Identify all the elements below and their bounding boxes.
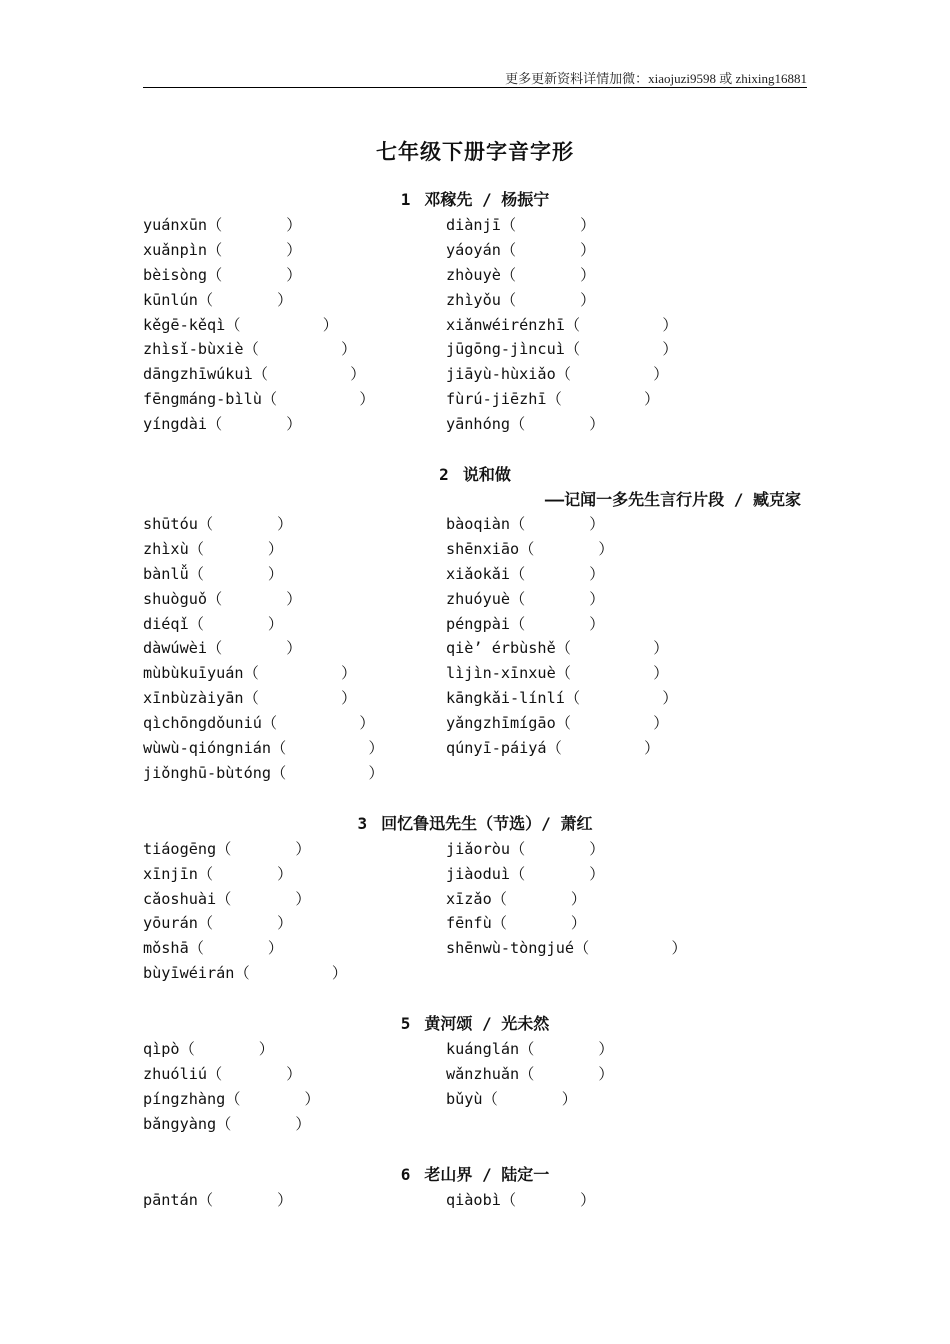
answer-blank: （ ） [555, 365, 669, 384]
answer-blank: （ ） [188, 939, 284, 958]
vocab-row [143, 362, 807, 387]
pinyin-text: mǒshā [143, 939, 189, 958]
pinyin-text: bùyīwéirán [143, 964, 235, 983]
pinyin-text: bǔyù [446, 1089, 483, 1108]
answer-blank: （ ） [216, 1114, 311, 1133]
vocab-item [446, 213, 595, 238]
answer-blank: （ ） [197, 1190, 293, 1209]
vocab-rows [143, 512, 807, 786]
lesson-section [143, 1161, 807, 1213]
vocab-item [446, 1062, 614, 1087]
answer-blank: （ ） [500, 290, 596, 309]
pinyin-text: shuòguǒ [143, 589, 208, 608]
answer-blank: （ ） [519, 1065, 614, 1084]
answer-blank: （ ） [271, 739, 384, 758]
vocab-item [446, 387, 659, 412]
vocab-row [143, 961, 807, 986]
section-subtitle: ——记闻一多先生言行片段 / 臧克家 [544, 490, 801, 510]
pinyin-text: fēngmáng-bìlù [143, 390, 262, 409]
vocab-row [143, 837, 807, 862]
vocab-rows [143, 837, 807, 986]
vocab-row [143, 313, 807, 338]
vocab-row [143, 213, 807, 238]
vocab-row [143, 1112, 807, 1137]
pinyin-text: yānhóng [446, 415, 511, 434]
vocab-row [143, 736, 807, 761]
vocab-item [143, 936, 283, 961]
vocab-row [143, 562, 807, 587]
vocab-item [143, 761, 384, 786]
answer-blank: （ ） [482, 1089, 577, 1108]
vocab-row [143, 1037, 807, 1062]
section-title: 说和做 [462, 465, 511, 485]
pinyin-text: zhìxù [143, 539, 189, 558]
vocab-item [143, 1112, 311, 1137]
answer-blank: （ ） [207, 589, 302, 608]
pinyin-text: zhìyǒu [446, 290, 501, 309]
pinyin-text: jiǒnghū-bùtóng [143, 763, 272, 782]
vocab-item [446, 288, 595, 313]
vocab-item [446, 263, 595, 288]
vocab-item [446, 238, 595, 263]
vocab-row [143, 512, 807, 537]
vocab-item [446, 736, 659, 761]
answer-blank: （ ） [216, 889, 311, 908]
lesson-section [143, 186, 807, 437]
pinyin-text: mùbùkuīyuán [143, 664, 244, 683]
vocab-row [143, 337, 807, 362]
answer-blank: （ ） [500, 265, 596, 284]
pinyin-text: wǎnzhuǎn [446, 1065, 520, 1084]
vocab-item [143, 537, 283, 562]
pinyin-text: yáoyán [446, 240, 501, 259]
vocab-item [446, 636, 668, 661]
vocab-rows [143, 1037, 807, 1137]
pinyin-text: yōurán [143, 914, 198, 933]
section-gap [143, 1137, 807, 1161]
vocab-item [446, 887, 586, 912]
pinyin-text: xiǎnwéirénzhī [446, 315, 565, 334]
answer-blank: （ ） [555, 639, 669, 658]
vocab-item [143, 612, 283, 637]
answer-blank: （ ） [261, 714, 375, 733]
vocab-item [143, 512, 292, 537]
vocab-item [446, 862, 604, 887]
vocab-row [143, 412, 807, 437]
vocab-item [446, 587, 604, 612]
pinyin-text: qiè’ érbùshě [446, 639, 556, 658]
vocab-item [446, 686, 678, 711]
answer-blank: （ ） [207, 1065, 302, 1084]
page-title: 七年级下册字音字形 [376, 140, 574, 164]
pinyin-text: píngzhàng [143, 1089, 226, 1108]
vocab-row [143, 686, 807, 711]
answer-blank: （ ） [564, 315, 678, 334]
pinyin-text: diéqǐ [143, 614, 189, 633]
answer-blank: （ ） [510, 564, 605, 583]
vocab-item [446, 313, 678, 338]
vocab-item [143, 636, 301, 661]
section-heading [143, 461, 807, 488]
vocab-item [143, 887, 311, 912]
section-title: 老山界 / 陆定一 [424, 1164, 550, 1184]
answer-blank: （ ） [564, 689, 678, 708]
section-gap [143, 986, 807, 1010]
answer-blank: （ ） [519, 539, 614, 558]
answer-blank: （ ） [188, 564, 284, 583]
pinyin-text: bǎngyàng [143, 1114, 217, 1133]
pinyin-text: qúnyī-páiyá [446, 739, 547, 758]
vocab-row [143, 1188, 807, 1213]
pinyin-text: yuánxūn [143, 216, 208, 234]
section-number: 6 [400, 1164, 411, 1184]
pinyin-text: dāngzhīwúkuì [143, 365, 253, 384]
section-number: 3 [357, 813, 368, 833]
vocab-item [143, 337, 356, 362]
vocab-row [143, 936, 807, 961]
vocab-item [143, 1188, 292, 1213]
section-number: 1 [400, 190, 411, 209]
answer-blank: （ ） [243, 689, 357, 708]
answer-blank: （ ） [519, 1040, 614, 1059]
pinyin-text: zhòuyè [446, 265, 501, 284]
vocab-row [143, 887, 807, 912]
section-heading [143, 186, 807, 213]
vocab-row [143, 387, 807, 412]
pinyin-text: xīnbùzàiyān [143, 689, 244, 708]
pinyin-text: diànjī [446, 216, 501, 234]
pinyin-text: shūtóu [143, 515, 198, 534]
vocab-item [143, 1037, 274, 1062]
vocab-rows [143, 213, 807, 437]
pinyin-text: kěgē-kěqì [143, 315, 226, 334]
answer-blank: （ ） [491, 889, 587, 908]
pinyin-text: jūgōng-jìncuì [446, 340, 565, 359]
vocab-item [143, 862, 292, 887]
worksheet-content [143, 186, 807, 1213]
vocab-row [143, 862, 807, 887]
vocab-item [446, 936, 687, 961]
pinyin-text: cǎoshuài [143, 889, 217, 908]
vocab-item [446, 661, 668, 686]
answer-blank: （ ） [546, 739, 660, 758]
section-number: 2 [439, 465, 449, 485]
vocab-item [143, 837, 311, 862]
answer-blank: （ ） [188, 614, 284, 633]
answer-blank: （ ） [510, 515, 605, 534]
lesson-section [143, 1010, 807, 1137]
answer-blank: （ ） [207, 240, 302, 259]
vocab-item [446, 1087, 577, 1112]
pinyin-text: bàoqiàn [446, 515, 511, 534]
vocab-item [143, 736, 384, 761]
answer-blank: （ ） [555, 664, 669, 683]
vocab-row [143, 587, 807, 612]
answer-blank: （ ） [197, 914, 293, 933]
vocab-row [143, 661, 807, 686]
vocab-row [143, 911, 807, 936]
vocab-item [446, 337, 678, 362]
vocab-item [446, 911, 586, 936]
answer-blank: （ ） [243, 664, 357, 683]
answer-blank: （ ） [252, 365, 366, 384]
answer-blank: （ ） [500, 1190, 596, 1209]
vocab-item [143, 412, 301, 437]
vocab-row [143, 1062, 807, 1087]
vocab-row [143, 288, 807, 313]
pinyin-text: zhuóliú [143, 1065, 208, 1084]
answer-blank: （ ） [188, 539, 284, 558]
pinyin-text: qìpò [143, 1040, 180, 1059]
pinyin-text: xiǎokǎi [446, 564, 511, 583]
vocab-row [143, 612, 807, 637]
vocab-item [446, 612, 604, 637]
vocab-item [143, 238, 301, 263]
pinyin-text: zhìsǐ-bùxiè [143, 340, 244, 359]
answer-blank: （ ） [207, 639, 302, 658]
section-heading [143, 810, 807, 837]
pinyin-text: zhuóyuè [446, 589, 511, 608]
answer-blank: （ ） [510, 839, 605, 858]
vocab-item [446, 837, 604, 862]
pinyin-text: jiāyù-hùxiǎo [446, 365, 556, 384]
answer-blank: （ ） [261, 390, 375, 409]
answer-blank: （ ） [216, 839, 311, 858]
answer-blank: （ ） [510, 415, 605, 434]
answer-blank: （ ） [500, 216, 596, 234]
pinyin-text: dàwúwèi [143, 639, 208, 658]
pinyin-text: yíngdài [143, 415, 208, 434]
pinyin-text: xuǎnpìn [143, 240, 208, 259]
vocab-item [143, 587, 301, 612]
vocab-item [143, 686, 356, 711]
answer-blank: （ ） [197, 290, 293, 309]
vocab-item [143, 661, 356, 686]
vocab-item [446, 537, 614, 562]
section-heading [143, 1010, 807, 1037]
section-title: 回忆鲁迅先生（节选）/ 萧红 [381, 813, 593, 833]
section-title: 黄河颂 / 光未然 [424, 1014, 550, 1034]
answer-blank: （ ） [207, 415, 302, 434]
vocab-item [446, 562, 604, 587]
vocab-item [143, 961, 347, 986]
vocab-item [143, 562, 283, 587]
vocab-row [143, 761, 807, 786]
pinyin-text: jiǎoròu [446, 839, 511, 858]
vocab-row [143, 263, 807, 288]
pinyin-text: shēnxiāo [446, 539, 520, 558]
section-title: 邓稼先 / 杨振宁 [424, 190, 550, 209]
vocab-item [143, 1062, 301, 1087]
header-note: 更多更新资料详情加微：xiaojuzi9598 或 zhixing16881 [505, 71, 807, 86]
answer-blank: （ ） [207, 216, 302, 234]
vocab-item [143, 387, 375, 412]
vocab-item [143, 362, 365, 387]
answer-blank: （ ） [510, 864, 605, 883]
pinyin-text: shēnwù-tòngjué [446, 939, 575, 958]
vocab-row [143, 238, 807, 263]
section-number: 5 [400, 1014, 411, 1034]
answer-blank: （ ） [546, 390, 660, 409]
pinyin-text: jiàoduì [446, 864, 511, 883]
lesson-section [143, 461, 807, 786]
section-heading [143, 1161, 807, 1188]
pinyin-text: xīnjīn [143, 864, 198, 883]
answer-blank: （ ） [234, 964, 348, 983]
answer-blank: （ ） [555, 714, 669, 733]
pinyin-text: pāntán [143, 1190, 198, 1209]
pinyin-text: péngpài [446, 614, 511, 633]
pinyin-text: bèisòng [143, 265, 208, 284]
answer-blank: （ ） [197, 864, 293, 883]
vocab-rows [143, 1188, 807, 1213]
answer-blank: （ ） [510, 614, 605, 633]
vocab-item [143, 911, 292, 936]
pinyin-text: qìchōngdǒuniú [143, 714, 262, 733]
answer-blank: （ ） [243, 340, 357, 359]
vocab-item [446, 512, 604, 537]
pinyin-text: kuánglán [446, 1040, 520, 1059]
answer-blank: （ ） [197, 515, 293, 534]
vocab-item [143, 213, 301, 238]
answer-blank: （ ） [491, 914, 587, 933]
pinyin-text: tiáogēng [143, 839, 217, 858]
answer-blank: （ ） [225, 315, 338, 334]
pinyin-text: yǎngzhīmígāo [446, 714, 556, 733]
vocab-item [446, 711, 668, 736]
answer-blank: （ ） [225, 1089, 320, 1108]
pinyin-text: fùrú-jiēzhī [446, 390, 547, 409]
answer-blank: （ ） [574, 939, 687, 958]
answer-blank: （ ） [500, 240, 596, 259]
pinyin-text: bànlǚ [143, 564, 189, 583]
pinyin-text: wùwù-qióngnián [143, 739, 272, 758]
vocab-item [143, 1087, 320, 1112]
vocab-row [143, 711, 807, 736]
vocab-row [143, 537, 807, 562]
answer-blank: （ ） [207, 265, 302, 284]
answer-blank: （ ） [564, 340, 678, 359]
pinyin-text: kūnlún [143, 290, 198, 309]
answer-blank: （ ） [179, 1040, 274, 1059]
vocab-item [143, 288, 292, 313]
vocab-row [143, 1087, 807, 1112]
pinyin-text: lìjìn-xīnxuè [446, 664, 556, 683]
answer-blank: （ ） [271, 763, 384, 782]
section-gap [143, 437, 807, 461]
lesson-section [143, 810, 807, 986]
vocab-item [446, 362, 668, 387]
header-rule [143, 87, 807, 88]
section-gap [143, 786, 807, 810]
answer-blank: （ ） [510, 589, 605, 608]
pinyin-text: fēnfù [446, 914, 492, 933]
vocab-item [143, 711, 375, 736]
vocab-item [446, 1037, 614, 1062]
pinyin-text: xīzǎo [446, 889, 492, 908]
vocab-item [143, 313, 338, 338]
vocab-row [143, 636, 807, 661]
pinyin-text: kāngkǎi-línlí [446, 689, 565, 708]
vocab-item [446, 412, 604, 437]
vocab-item [446, 1188, 595, 1213]
pinyin-text: qiàobì [446, 1190, 501, 1209]
vocab-item [143, 263, 301, 288]
